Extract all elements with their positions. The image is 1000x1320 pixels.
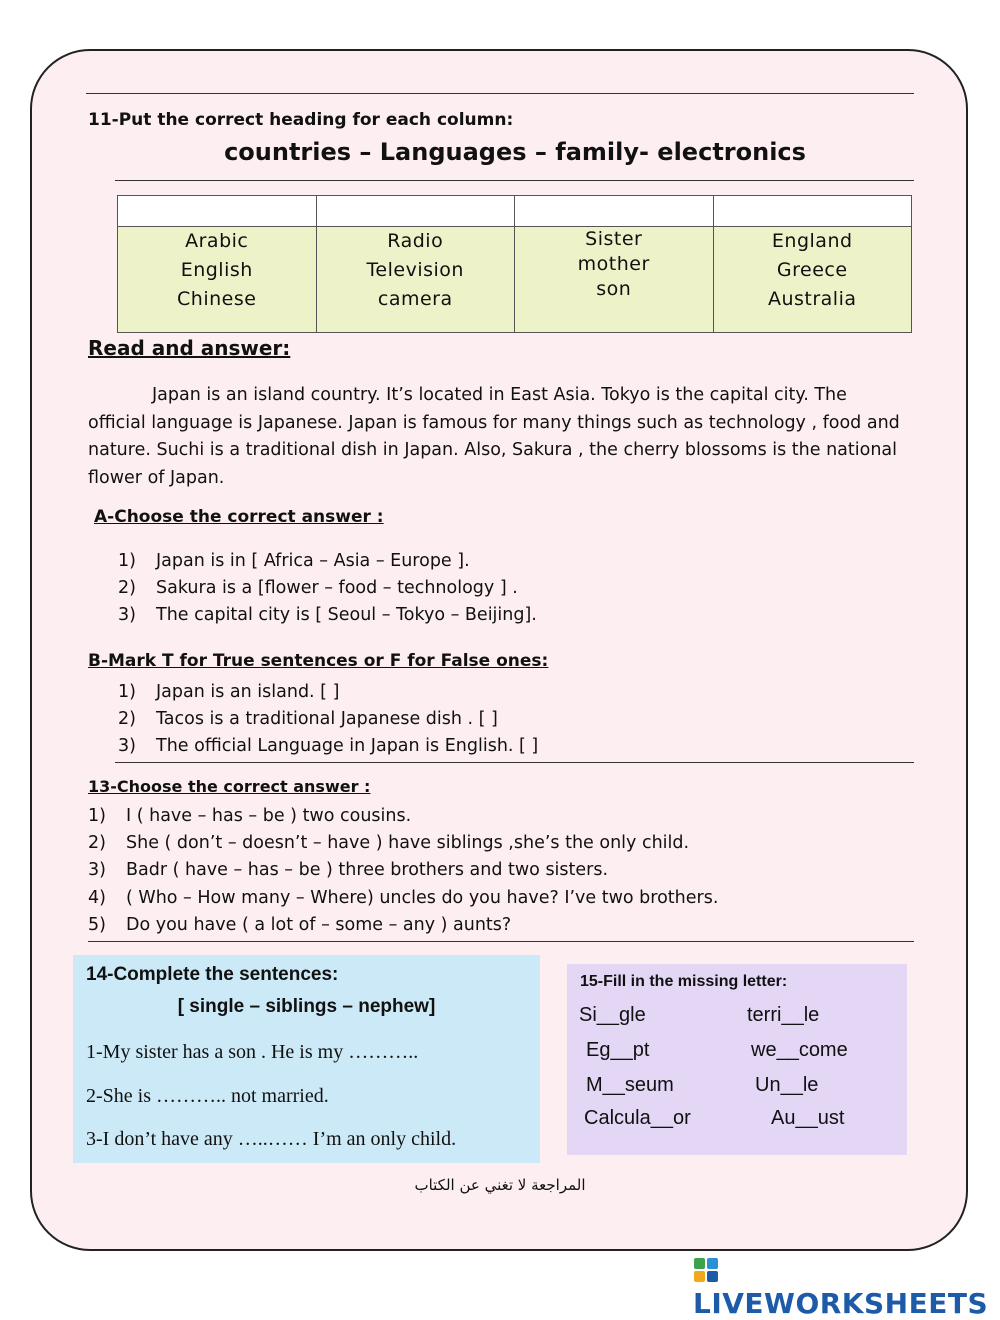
- item-text[interactable]: ( Who – How many – Where) uncles do you have? I’ve two brothers.: [126, 888, 719, 908]
- q15-word[interactable]: Un__le: [755, 1074, 819, 1096]
- column-heading-4[interactable]: [713, 196, 912, 227]
- item-number: 1): [118, 551, 136, 571]
- heading-table: [117, 195, 912, 333]
- brand-name: LIVEWORKSHEETS: [693, 1287, 989, 1320]
- list-item: [88, 915, 511, 935]
- brand-logo[interactable]: [693, 1254, 1000, 1320]
- item-text[interactable]: Japan is an island. [ ]: [156, 682, 340, 702]
- word: Arabic: [185, 230, 249, 252]
- list-item: [88, 833, 689, 853]
- word: Chinese: [177, 288, 257, 310]
- q15-word[interactable]: Calcula__or: [584, 1107, 691, 1129]
- q14-sentence[interactable]: 3-I don’t have any …..…… I’m an only child.: [86, 1128, 457, 1150]
- part-b-title: B-Mark T for True sentences or F for False ones:: [88, 651, 549, 671]
- word: mother: [577, 253, 650, 275]
- item-text[interactable]: Do you have ( a lot of – some – any ) aunts?: [126, 915, 512, 935]
- column-heading-2[interactable]: [316, 196, 515, 227]
- word: son: [596, 278, 632, 300]
- list-item: [88, 888, 718, 908]
- word: English: [180, 259, 253, 281]
- word: Australia: [767, 288, 857, 310]
- q14-sentence[interactable]: 1-My sister has a son . He is my ………..: [86, 1041, 419, 1063]
- item-number: 1): [88, 806, 106, 826]
- word: Sister: [585, 228, 643, 250]
- item-text[interactable]: Tacos is a traditional Japanese dish . [ ]: [156, 709, 498, 729]
- item-number: 1): [118, 682, 136, 702]
- word: camera: [377, 288, 453, 310]
- column-words-1: [118, 227, 317, 333]
- item-text[interactable]: The capital city is [ Seoul – Tokyo – Beijing].: [156, 605, 537, 625]
- q15-title: 15-Fill in the missing letter:: [580, 973, 788, 990]
- headings-line: countries – Languages – family- electronics: [224, 138, 806, 166]
- liveworksheets-logo-icon: [693, 1257, 719, 1283]
- column-heading-1[interactable]: [118, 196, 317, 227]
- list-item: [88, 806, 411, 826]
- word: Television: [366, 259, 464, 281]
- q15-word[interactable]: we__come: [751, 1039, 848, 1061]
- item-text[interactable]: I ( have – has – be ) two cousins.: [126, 806, 412, 826]
- q14-sentence[interactable]: 2-She is ……….. not married.: [86, 1085, 329, 1107]
- item-number: 3): [88, 860, 106, 880]
- list-item: [118, 682, 339, 702]
- q15-word[interactable]: Au__ust: [771, 1107, 845, 1129]
- part-a-title: A-Choose the correct answer :: [94, 507, 384, 527]
- item-number: 2): [118, 578, 136, 598]
- item-text[interactable]: Badr ( have – has – be ) three brothers and two sisters.: [126, 860, 609, 880]
- word: Radio: [387, 230, 444, 252]
- list-item: [118, 709, 498, 729]
- list-item: [118, 551, 470, 571]
- list-item: [118, 736, 538, 756]
- q15-word[interactable]: Si__gle: [579, 1004, 646, 1026]
- column-words-3: [515, 227, 714, 333]
- item-number: 2): [88, 833, 106, 853]
- item-number: 3): [118, 736, 136, 756]
- list-item: [118, 578, 518, 598]
- item-text[interactable]: She ( don’t – doesn’t – have ) have siblings ,she’s the only child.: [126, 833, 690, 853]
- q15-word[interactable]: M__seum: [586, 1074, 674, 1096]
- word: Greece: [776, 259, 848, 281]
- q13-title: 13-Choose the correct answer :: [88, 777, 371, 796]
- column-words-4: [713, 227, 912, 333]
- item-number: 3): [118, 605, 136, 625]
- arabic-note: المراجعة لا تغني عن الكتاب: [414, 1176, 586, 1194]
- column-words-2: [316, 227, 515, 333]
- column-heading-3[interactable]: [515, 196, 714, 227]
- item-text[interactable]: Sakura is a [flower – food – technology ] .: [156, 578, 518, 598]
- item-number: 5): [88, 915, 106, 935]
- q14-word-bank: [ single – siblings – nephew]: [177, 996, 436, 1017]
- item-text[interactable]: Japan is in [ Africa – Asia – Europe ].: [156, 551, 470, 571]
- list-item: [88, 860, 608, 880]
- top-divider: [86, 93, 914, 94]
- item-number: 4): [88, 888, 106, 908]
- item-text[interactable]: The official Language in Japan is English. [ ]: [156, 736, 539, 756]
- q13-divider: [88, 941, 914, 942]
- word: England: [771, 230, 853, 252]
- q15-word[interactable]: Eg__pt: [586, 1039, 650, 1061]
- q14-title: 14-Complete the sentences:: [86, 964, 339, 985]
- reading-paragraph: Japan is an island country. It’s located in East Asia. Tokyo is the capital city. The official language is Japanese. Japan is famous for many things such as technology , food and nature. Suchi is a traditional dish in Japan. Also, Sakura , the cherry blossoms is the national flower of Japan.: [88, 385, 900, 488]
- list-item: [118, 605, 537, 625]
- part-b-divider: [115, 762, 914, 763]
- reading-title: Read and answer:: [88, 336, 291, 360]
- headings-divider: [115, 180, 914, 181]
- q15-word[interactable]: terri__le: [747, 1004, 820, 1026]
- item-number: 2): [118, 709, 136, 729]
- q11-title: 11-Put the correct heading for each column:: [88, 110, 514, 130]
